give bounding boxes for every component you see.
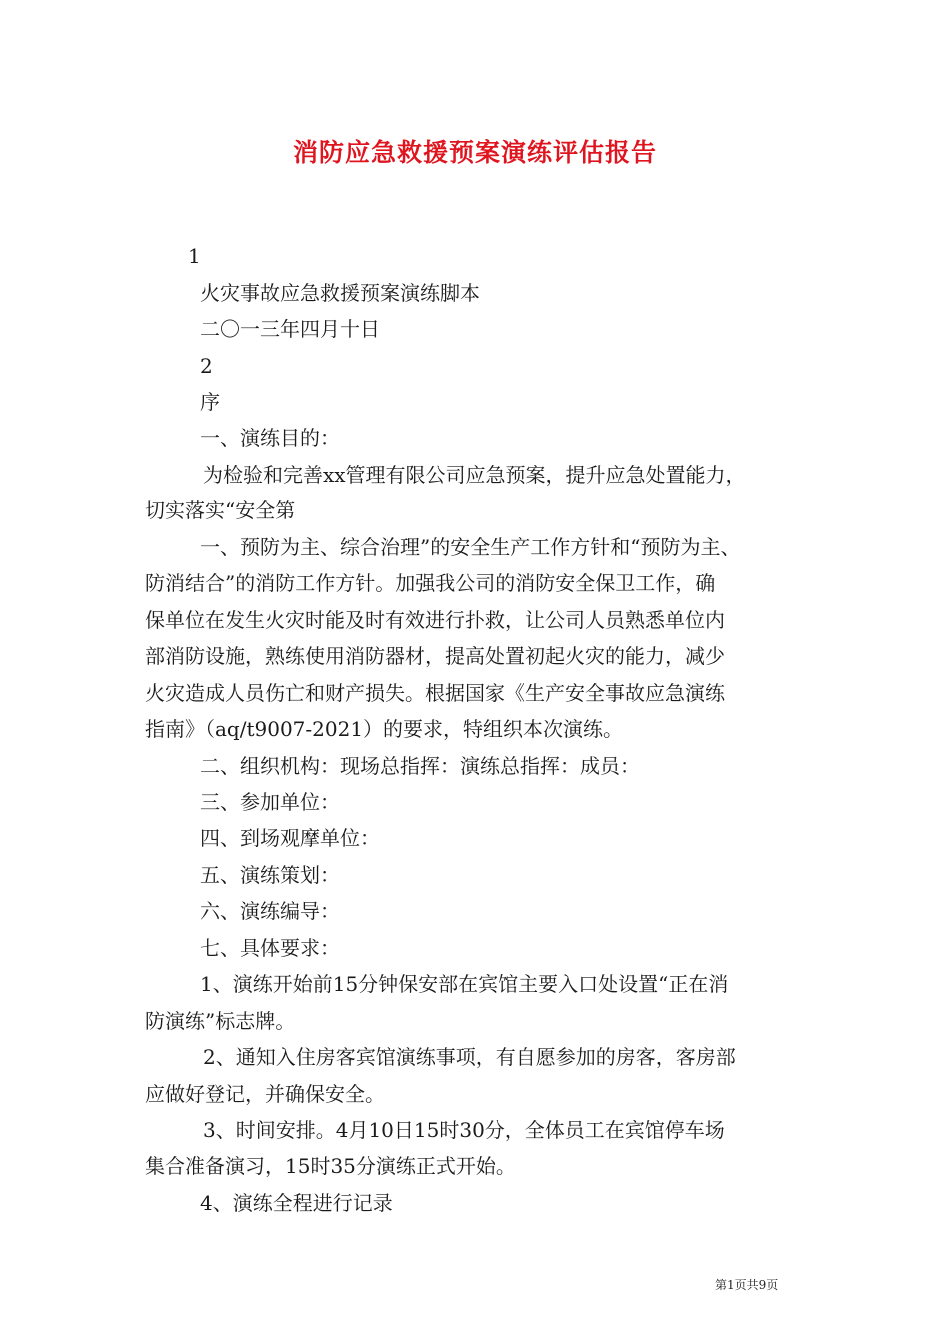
text-line: 五、演练策划：: [200, 863, 340, 887]
text-line: 序: [200, 390, 220, 414]
text-line: 1、演练开始前15分钟保安部在宾馆主要入口处设置“正在消: [200, 972, 729, 996]
text-line: 2: [200, 354, 213, 378]
text-line: 火灾事故应急救援预案演练脚本: [200, 281, 480, 305]
text-line: 3、时间安排。4月10日15时30分，全体员工在宾馆停车场: [203, 1118, 725, 1142]
page-number: 第1页共9页: [715, 1278, 779, 1292]
text-line: 切实落实“安全第: [145, 498, 296, 522]
text-line: 4、演练全程进行记录: [200, 1191, 393, 1215]
text-line: 六、演练编导：: [200, 899, 340, 923]
text-line: 四、到场观摩单位：: [200, 826, 380, 850]
text-line: 一、预防为主、综合治理”的安全生产工作方针和“预防为主、: [200, 535, 741, 559]
text-line: 防消结合”的消防工作方针。加强我公司的消防安全保卫工作，确: [145, 571, 716, 595]
text-line: 二〇一三年四月十日: [200, 317, 380, 341]
text-line: 二、组织机构：现场总指挥：演练总指挥：成员：: [200, 754, 640, 778]
text-line: 为检验和完善xx管理有限公司应急预案，提升应急处置能力，: [203, 463, 746, 487]
text-line: 指南》（aq/t9007-2021）的要求，特组织本次演练。: [145, 717, 624, 741]
text-line: 防演练”标志牌。: [145, 1009, 296, 1033]
text-line: 一、演练目的：: [200, 426, 340, 450]
text-line: 三、参加单位：: [200, 790, 340, 814]
text-line: 火灾造成人员伤亡和财产损失。根据国家《生产安全事故应急演练: [145, 681, 725, 705]
document-title: 消防应急救援预案演练评估报告: [292, 138, 657, 167]
text-line: 2、通知入住房客宾馆演练事项，有自愿参加的房客，客房部: [203, 1045, 736, 1069]
text-line: 应做好登记，并确保安全。: [145, 1082, 385, 1106]
text-line: 部消防设施，熟练使用消防器材，提高处置初起火灾的能力，减少: [145, 644, 725, 668]
text-line: 1: [188, 244, 201, 268]
text-line: 七、具体要求：: [200, 936, 340, 960]
text-line: 集合准备演习，15时35分演练正式开始。: [145, 1154, 516, 1178]
text-line: 保单位在发生火灾时能及时有效进行扑救，让公司人员熟悉单位内: [145, 608, 725, 632]
